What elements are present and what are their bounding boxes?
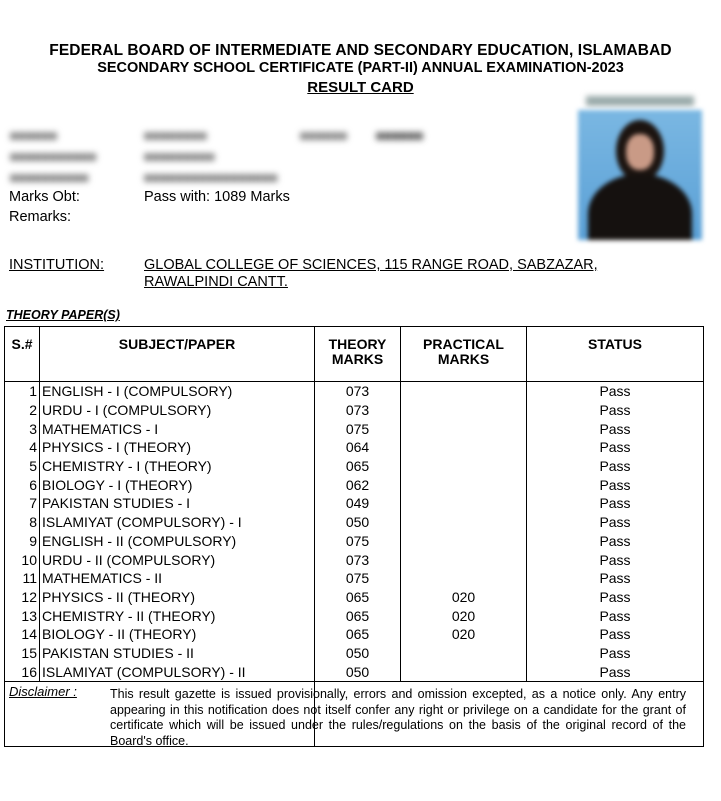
cell-theory: 075 (315, 569, 401, 588)
cell-sn: 8 (5, 513, 40, 532)
cell-sn: 16 (5, 662, 40, 681)
table-row (5, 457, 704, 476)
cell-status: Pass (527, 457, 704, 476)
cell-practical (401, 475, 527, 494)
cell-practical: 020 (401, 588, 527, 607)
table-body (5, 382, 704, 682)
cell-practical (401, 401, 527, 420)
col-practical: PRACTICAL MARKS (401, 327, 527, 382)
cell-subject: ENGLISH - II (COMPULSORY) (40, 532, 315, 551)
remarks-label: Remarks: (9, 209, 72, 225)
table-row (5, 569, 704, 588)
cell-status: Pass (527, 625, 704, 644)
marks-value: Pass with: 1089 Marks (144, 189, 290, 205)
cell-status: Pass (527, 401, 704, 420)
cell-subject: PHYSICS - I (THEORY) (40, 438, 315, 457)
cell-subject: ISLAMIYAT (COMPULSORY) - II (40, 662, 315, 681)
cell-subject: PHYSICS - II (THEORY) (40, 588, 315, 607)
cell-sn: 10 (5, 550, 40, 569)
cell-theory: 049 (315, 494, 401, 513)
col-theory: THEORY MARKS (315, 327, 401, 382)
cell-subject: PAKISTAN STUDIES - I (40, 494, 315, 513)
redacted-rollno-value: ■■■■■■ (376, 128, 424, 143)
cell-status: Pass (527, 662, 704, 681)
table-row (5, 513, 704, 532)
redacted-father-value: ■■■■■■■■■■■■■■■■■ (144, 170, 278, 185)
cell-practical (401, 457, 527, 476)
cell-sn: 4 (5, 438, 40, 457)
redacted-id-label: ■■■■■■ (10, 128, 58, 143)
table-row (5, 606, 704, 625)
cell-status: Pass (527, 532, 704, 551)
cell-theory: 065 (315, 606, 401, 625)
table-row (5, 494, 704, 513)
table-row (5, 625, 704, 644)
cell-sn: 1 (5, 382, 40, 401)
redacted-photo-caption (586, 96, 694, 106)
cell-practical (401, 438, 527, 457)
col-status: STATUS (527, 327, 704, 382)
result-card-title-text: RESULT CARD (307, 79, 414, 96)
cell-practical: 020 (401, 606, 527, 625)
cell-practical (401, 419, 527, 438)
table-row (5, 438, 704, 457)
table-header-row (5, 327, 704, 382)
redacted-rollno-label: ■■■■■■ (300, 128, 348, 143)
cell-sn: 5 (5, 457, 40, 476)
disclaimer-label: Disclaimer : (9, 684, 77, 699)
cell-sn: 13 (5, 606, 40, 625)
cell-practical (401, 532, 527, 551)
cell-theory: 073 (315, 550, 401, 569)
cell-sn: 11 (5, 569, 40, 588)
table-row (5, 662, 704, 681)
cell-theory: 075 (315, 419, 401, 438)
table-row (5, 588, 704, 607)
cell-theory: 050 (315, 644, 401, 663)
redacted-name-label: ■■■■■■■■■■■ (10, 149, 97, 164)
cell-theory: 073 (315, 382, 401, 401)
cell-status: Pass (527, 475, 704, 494)
cell-subject: CHEMISTRY - I (THEORY) (40, 457, 315, 476)
marks-table (4, 326, 704, 747)
cell-subject: BIOLOGY - I (THEORY) (40, 475, 315, 494)
institution-label: INSTITUTION: (9, 257, 105, 273)
cell-sn: 9 (5, 532, 40, 551)
cell-subject: MATHEMATICS - I (40, 419, 315, 438)
table-row (5, 644, 704, 663)
cell-subject: URDU - I (COMPULSORY) (40, 401, 315, 420)
cell-sn: 7 (5, 494, 40, 513)
cell-sn: 14 (5, 625, 40, 644)
exam-title: SECONDARY SCHOOL CERTIFICATE (PART-II) ANNUAL EXAMINATION-2023 (97, 60, 624, 76)
section-title: THEORY PAPER(S) (6, 308, 120, 322)
photo-image (578, 110, 702, 240)
cell-practical (401, 550, 527, 569)
table-row (5, 532, 704, 551)
board-title: FEDERAL BOARD OF INTERMEDIATE AND SECONDARY EDUCATION, ISLAMABAD (49, 42, 672, 59)
col-sn: S.# (5, 327, 40, 382)
cell-status: Pass (527, 382, 704, 401)
cell-theory: 064 (315, 438, 401, 457)
redacted-name-value: ■■■■■■■■■ (144, 149, 215, 164)
cell-status: Pass (527, 644, 704, 663)
cell-subject: ENGLISH - I (COMPULSORY) (40, 382, 315, 401)
redacted-father-label: ■■■■■■■■■■ (10, 170, 89, 185)
cell-practical (401, 569, 527, 588)
cell-practical (401, 494, 527, 513)
cell-practical (401, 662, 527, 681)
disclaimer-text: This result gazette is issued provisionally, errors and omission excepted, as a notice only. Any entry appearing in this notification does not itself confer any right or privilege on a candidate for the grant of certificate which will be issued under the rules/regulations on the basis of the original record of the Board's office. (110, 687, 686, 748)
cell-status: Pass (527, 494, 704, 513)
marks-label: Marks Obt: (9, 189, 80, 205)
cell-sn: 3 (5, 419, 40, 438)
institution-value: GLOBAL COLLEGE OF SCIENCES, 115 RANGE ROAD, SABZAZAR, RAWALPINDI CANTT. (144, 257, 598, 290)
cell-subject: PAKISTAN STUDIES - II (40, 644, 315, 663)
cell-practical (401, 644, 527, 663)
redacted-id-value: ■■■■■■■■ (144, 128, 207, 143)
cell-subject: BIOLOGY - II (THEORY) (40, 625, 315, 644)
cell-status: Pass (527, 513, 704, 532)
cell-subject: ISLAMIYAT (COMPULSORY) - I (40, 513, 315, 532)
cell-status: Pass (527, 550, 704, 569)
table-row (5, 475, 704, 494)
cell-status: Pass (527, 606, 704, 625)
cell-practical (401, 513, 527, 532)
table-row (5, 419, 704, 438)
cell-theory: 062 (315, 475, 401, 494)
cell-subject: URDU - II (COMPULSORY) (40, 550, 315, 569)
cell-sn: 2 (5, 401, 40, 420)
cell-theory: 050 (315, 513, 401, 532)
table-row (5, 550, 704, 569)
cell-theory: 050 (315, 662, 401, 681)
cell-status: Pass (527, 438, 704, 457)
cell-status: Pass (527, 419, 704, 438)
cell-theory: 065 (315, 625, 401, 644)
cell-theory: 073 (315, 401, 401, 420)
cell-status: Pass (527, 588, 704, 607)
student-photo (578, 96, 702, 242)
cell-sn: 12 (5, 588, 40, 607)
result-card-title (0, 79, 721, 96)
cell-theory: 065 (315, 457, 401, 476)
cell-practical (401, 382, 527, 401)
table-row (5, 401, 704, 420)
cell-sn: 6 (5, 475, 40, 494)
cell-sn: 15 (5, 644, 40, 663)
cell-theory: 065 (315, 588, 401, 607)
cell-subject: CHEMISTRY - II (THEORY) (40, 606, 315, 625)
cell-status: Pass (527, 569, 704, 588)
cell-practical: 020 (401, 625, 527, 644)
col-subject: SUBJECT/PAPER (40, 327, 315, 382)
cell-theory: 075 (315, 532, 401, 551)
table-row (5, 382, 704, 401)
cell-subject: MATHEMATICS - II (40, 569, 315, 588)
